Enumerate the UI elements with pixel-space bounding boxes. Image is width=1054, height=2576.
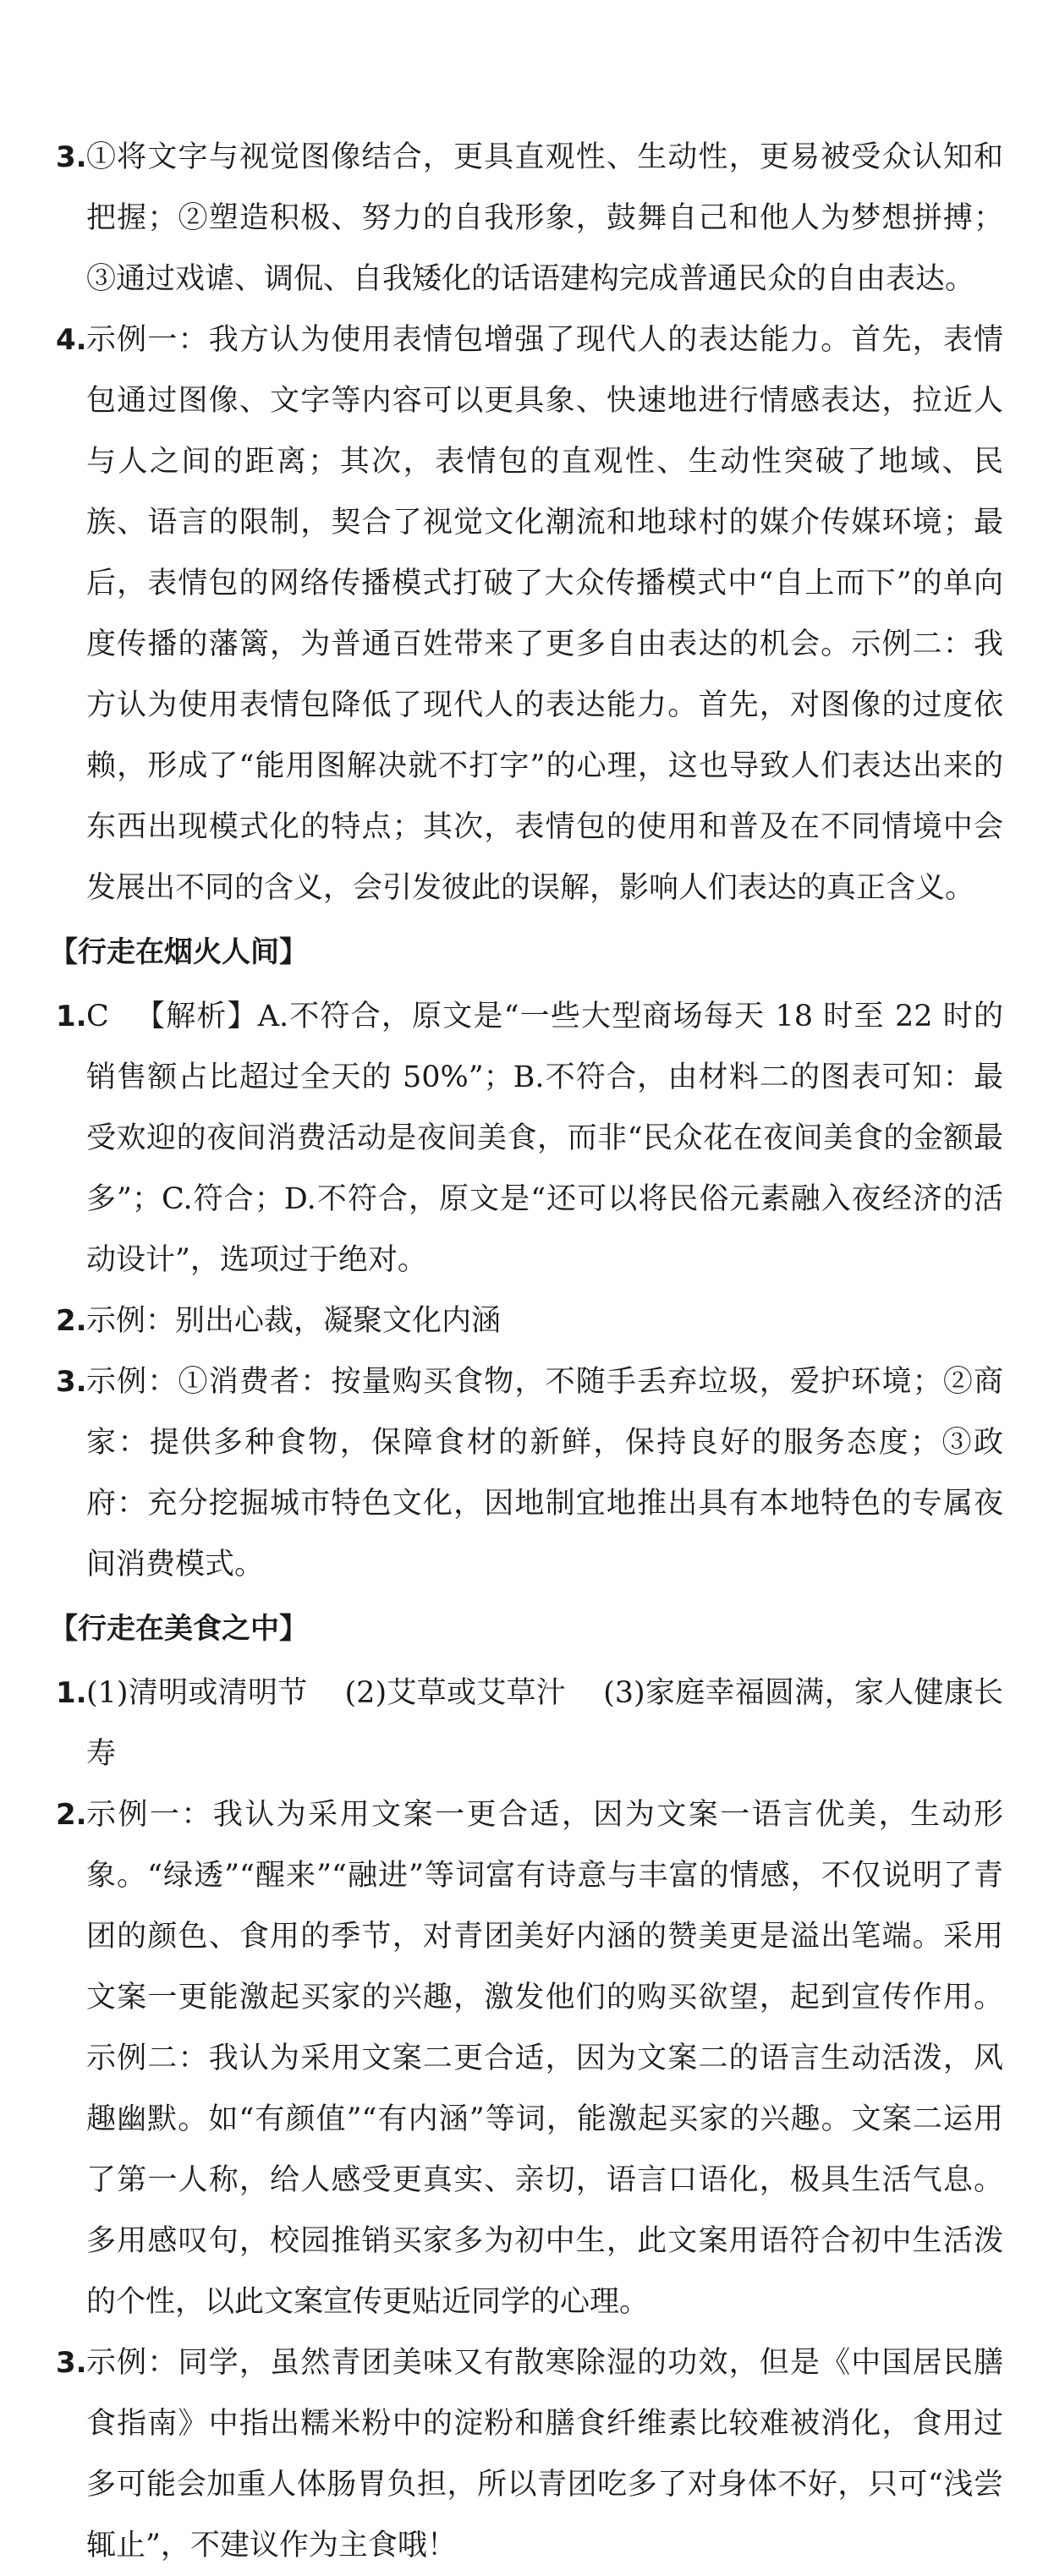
item-number: 1. [56,1676,87,1710]
item-text: 示例一：我方认为使用表情包增强了现代人的表达能力。首先，表情包通过图像、文字等内容可以更具象、快速地进行情感表达，拉近人与人之间的距离；其次，表情包的直观性、生动性突破了地域、民族、语言的限制，契合了视觉文化潮流和地球村的媒介传媒环境；最后，表情包的网络传播模式打破了大众传播模式中“自上而下”的单向度传播的藩篱，为普通百姓带来了更多自由表达的机会。示例二：我方认为使用表情包降低了现代人的表达能力。首先，对图像的过度依赖，形成了“能用图解决就不打字”的心理，这也导致人们表达出来的东西出现模式化的特点；其次，表情包的使用和普及在不同情境中会发展出不同的含义，会引发彼此的误解，影响人们表达的真正含义。 [86,323,1003,905]
item-text: 示例：别出心裁，凝聚文化内涵 [86,1304,502,1338]
answer-item-a3 [56,127,1003,310]
item-number: 2. [56,1798,87,1832]
item-number: 3. [56,140,87,174]
answer-item-meishi-1 [56,1663,1003,1784]
answer-item-meishi-2 [56,1784,1003,2332]
answer-item-a4 [56,310,1003,918]
item-number: 4. [56,323,87,357]
sub-answer-2: (2)艾草或艾草汁 [344,1676,567,1710]
answer-item-yanhuo-3 [56,1351,1003,1595]
answer-item-meishi-3 [56,2332,1003,2576]
item-text: 示例：①消费者：按量购买食物，不随手丢弃垃圾，爱护环境；②商家：提供多种食物，保障食材的新鲜，保持良好的服务态度；③政府：充分挖掘城市特色文化，因地制宜地推出具有本地特色的专属夜间消费模式。 [86,1365,1003,1581]
sub-answer-1: (1)清明或清明节 [86,1676,308,1710]
item-number: 2. [56,1304,87,1338]
item-number: 3. [56,1365,87,1399]
item-text: 示例一：我认为采用文案一更合适，因为文案一语言优美，生动形象。“绿透”“醒来”“融进”等词富有诗意与丰富的情感，不仅说明了青团的颜色、食用的季节，对青团美好内涵的赞美更是溢出笔端。采用文案一更能激起买家的兴趣，激发他们的购买欲望，起到宣传作用。示例二：我认为采用文案二更合适，因为文案二的语言生动活泼，风趣幽默。如“有颜值”“有内涵”等词，能激起买家的兴趣。文案二运用了第一人称，给人感受更真实、亲切，语言口语化，极具生活气息。多用感叹句，校园推销买家多为初中生，此文案用语符合初中生活泼的个性，以此文案宣传更贴近同学的心理。 [86,1798,1003,2319]
section-heading-meishi: 【行走在美食之中】 [49,1612,308,1646]
item-text: A.不符合，原文是“一些大型商场每天 18 时至 22 时的销售额占比超过全天的 50%”；B.不符合，由材料二的图表可知：最受欢迎的夜间消费活动是夜间美食，而非“民众花在夜间美食的金额最多”；C.符合；D.不符合，原文是“还可以将民俗元素融入夜经济的活动设计”，选项过于绝对。 [86,1000,1003,1277]
sub-answer-3: (3)家庭幸福圆满，家人健康长寿 [86,1676,1003,1771]
item-text: 示例：同学，虽然青团美味又有散寒除湿的功效，但是《中国居民膳食指南》中指出糯米粉中的淀粉和膳食纤维素比较难被消化，食用过多可能会加重人体肠胃负担，所以青团吃多了对身体不好，只可“浅尝辄止”，不建议作为主食哦！ [86,2346,1003,2562]
answer-item-yanhuo-1 [56,986,1003,1291]
item-text: ①将文字与视觉图像结合，更具直观性、生动性，更易被受众认知和把握；②塑造积极、努力的自我形象，鼓舞自己和他人为梦想拼搏；③通过戏谑、调侃、自我矮化的话语建构完成普通民众的自由表达。 [86,140,1003,296]
item-number: 3. [56,2346,87,2380]
analysis-tag: 【解析】 [134,1000,258,1033]
answer-item-yanhuo-2 [56,1291,1003,1351]
item-answer-letter: C [86,1000,109,1033]
item-number: 1. [56,1000,87,1033]
section-heading-yanhuo: 【行走在烟火人间】 [49,935,308,969]
